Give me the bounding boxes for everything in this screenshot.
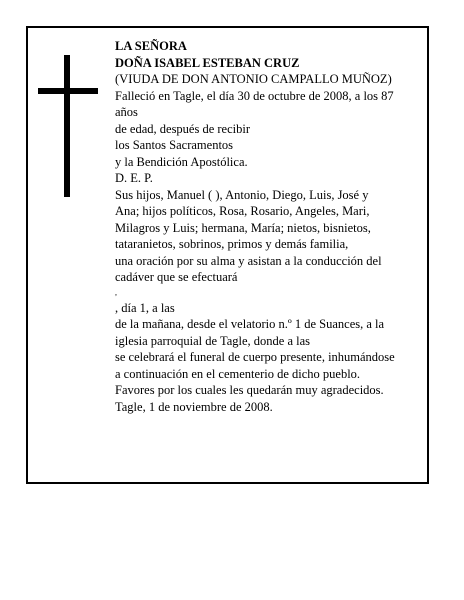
cross-horizontal-bar (38, 88, 98, 94)
death-line-4: los Santos Sacramentos (115, 138, 234, 152)
request-line-1: una oración por su alma y asistan a la conducción del (115, 253, 382, 268)
widow-of-line: (VIUDA DE DON ANTONIO CAMPALLO MUÑOZ) (115, 72, 392, 86)
cross-vertical-bar (64, 55, 70, 197)
notice-text (115, 38, 421, 415)
funeral-line-1: se celebrará el funeral de cuerpo presente, inhumándose (115, 350, 395, 364)
death-line-5: y la Bendición Apostólica. (115, 154, 248, 169)
route-line-1: de la mañana, desde el velatorio n.º 1 de Suances, a la (115, 317, 385, 331)
family-line-4: tataranietos, sobrinos, primos y demás familia, (115, 237, 349, 251)
family-line-3: Milagros y Luis; hermana, María; nietos, bisnietos, (115, 220, 371, 235)
signoff-line: Tagle, 1 de noviembre de 2008. (115, 399, 273, 414)
notice-title: LA SEÑORA (115, 39, 187, 53)
date-line: , día 1, a las (115, 300, 175, 315)
funeral-line-2: a continuación en el cementerio de dicho pueblo. (115, 366, 361, 381)
family-line-1: Sus hijos, Manuel ( ), Antonio, Diego, Luis, José y (115, 187, 369, 202)
death-line-2: años (115, 105, 138, 119)
rip-line: D. E. P. (115, 171, 153, 185)
death-line-3: de edad, después de recibir (115, 121, 251, 136)
thanks-line: Favores por los cuales les quedarán muy agradecidos. (115, 383, 384, 397)
cross-icon (38, 55, 98, 197)
deceased-name: DOÑA ISABEL ESTEBAN CRUZ (115, 55, 300, 70)
request-line-2: cadáver que se efectuará (115, 270, 238, 284)
comma-line: , (115, 287, 117, 297)
obituary-notice (26, 26, 429, 484)
death-line-1: Falleció en Tagle, el día 30 de octubre de 2008, a los 87 (115, 88, 394, 103)
family-line-2: Ana; hijos políticos, Rosa, Rosario, Angeles, Mari, (115, 204, 370, 218)
route-line-2: iglesia parroquial de Tagle, donde a las (115, 333, 311, 348)
